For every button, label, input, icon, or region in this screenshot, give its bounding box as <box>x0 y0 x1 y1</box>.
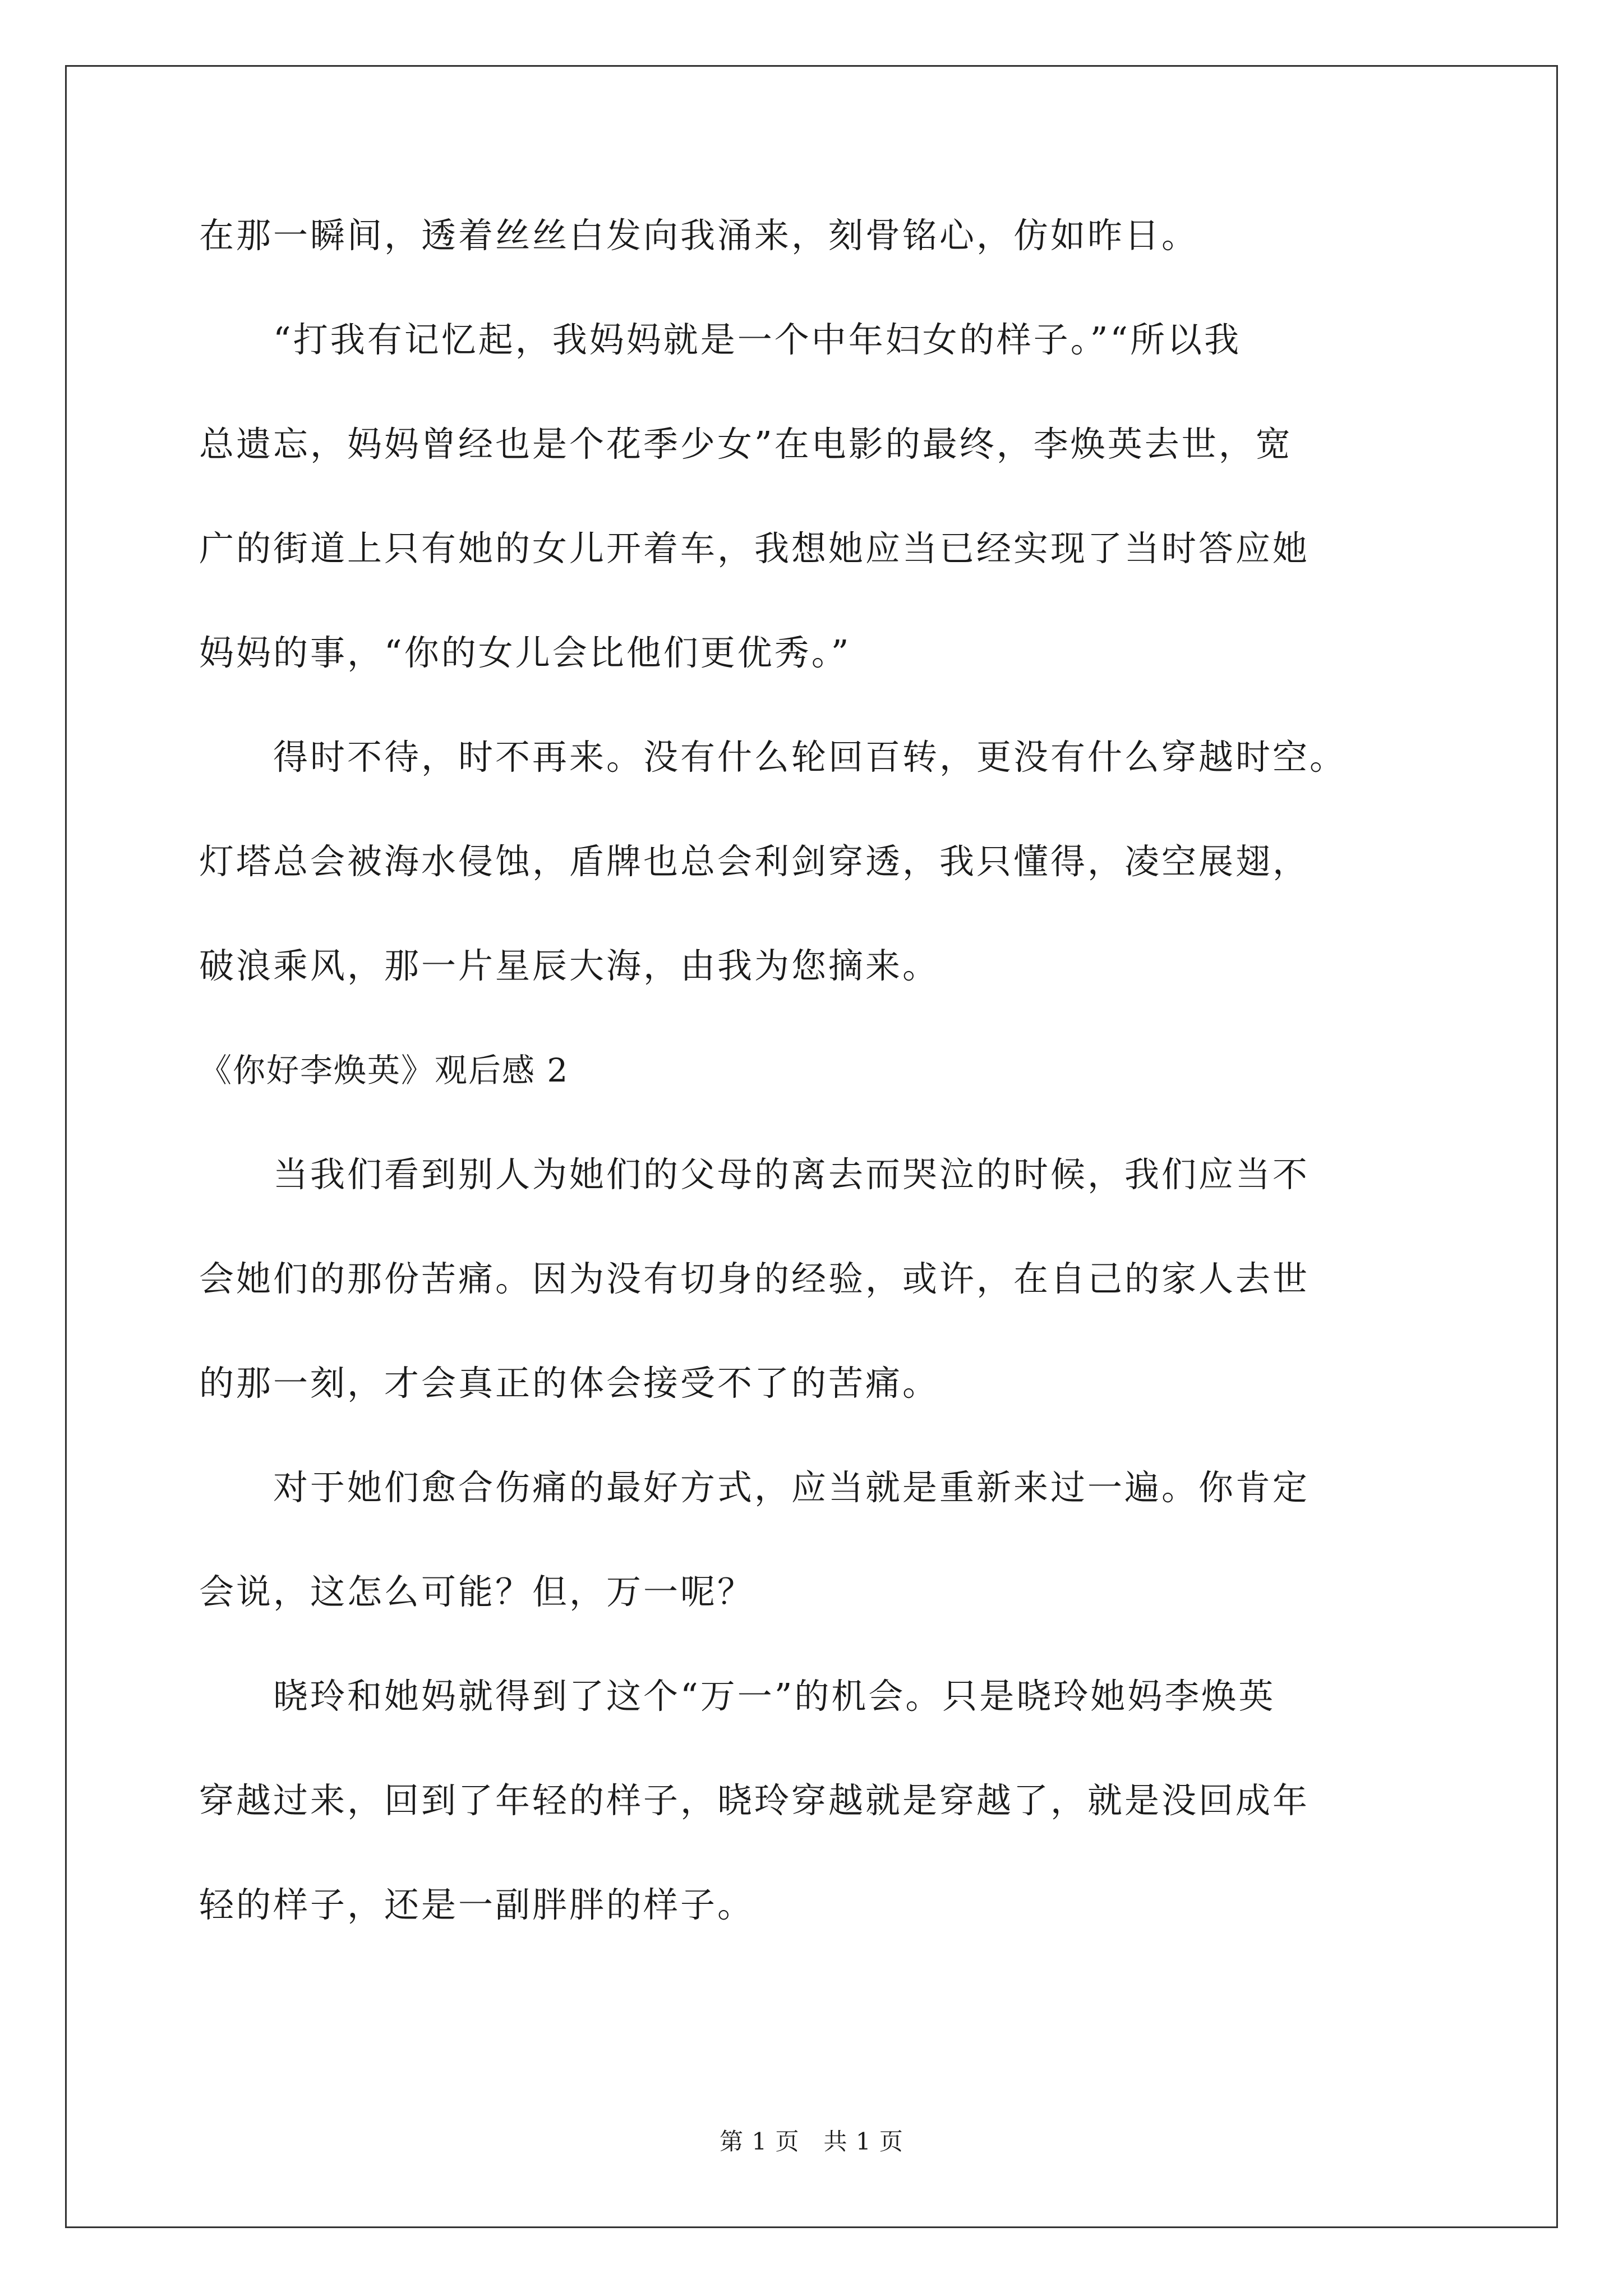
text-line: 对于她们愈合伤痛的最好方式，应当就是重新来过一遍。你肯定 <box>199 1467 1310 1508</box>
text-line: 会说，这怎么可能？但，万一呢？ <box>199 1571 755 1612</box>
text-line: 的那一刻，才会真正的体会接受不了的苦痛。 <box>199 1363 940 1404</box>
text-line: 破浪乘风，那一片星辰大海，由我为您摘来。 <box>199 945 940 986</box>
text-line: 轻的样子，还是一副胖胖的样子。 <box>199 1884 755 1925</box>
text-line: 得时不待，时不再来。没有什么轮回百转，更没有什么穿越时空。 <box>199 737 1347 777</box>
text-line: 广的街道上只有她的女儿开着车，我想她应当已经实现了当时答应她 <box>199 528 1310 569</box>
text-line: 会她们的那份苦痛。因为没有切身的经验，或许，在自己的家人去世 <box>199 1258 1310 1299</box>
section-heading: 《你好李焕英》观后感 2 <box>199 1051 569 1089</box>
text-line: 灯塔总会被海水侵蚀，盾牌也总会利剑穿透，我只懂得，凌空展翅， <box>199 841 1310 882</box>
text-line: 穿越过来，回到了年轻的样子，晓玲穿越就是穿越了，就是没回成年 <box>199 1780 1310 1821</box>
page-footer: 第 1 页 共 1 页 <box>720 2128 903 2155</box>
text-line: 当我们看到别人为她们的父母的离去而哭泣的时候，我们应当不 <box>199 1154 1310 1195</box>
text-line: 总遗忘，妈妈曾经也是个花季少女”在电影的最终，李焕英去世，宽 <box>199 424 1293 464</box>
text-line: 在那一瞬间，透着丝丝白发向我涌来，刻骨铭心，仿如昨日。 <box>199 215 1199 256</box>
text-line: 妈妈的事，“你的女儿会比他们更优秀。” <box>199 632 851 673</box>
text-line: “打我有记忆起，我妈妈就是一个中年妇女的样子。”“所以我 <box>199 319 1242 360</box>
text-line: 晓玲和她妈就得到了这个“万一”的机会。只是晓玲她妈李焕英 <box>199 1676 1276 1717</box>
